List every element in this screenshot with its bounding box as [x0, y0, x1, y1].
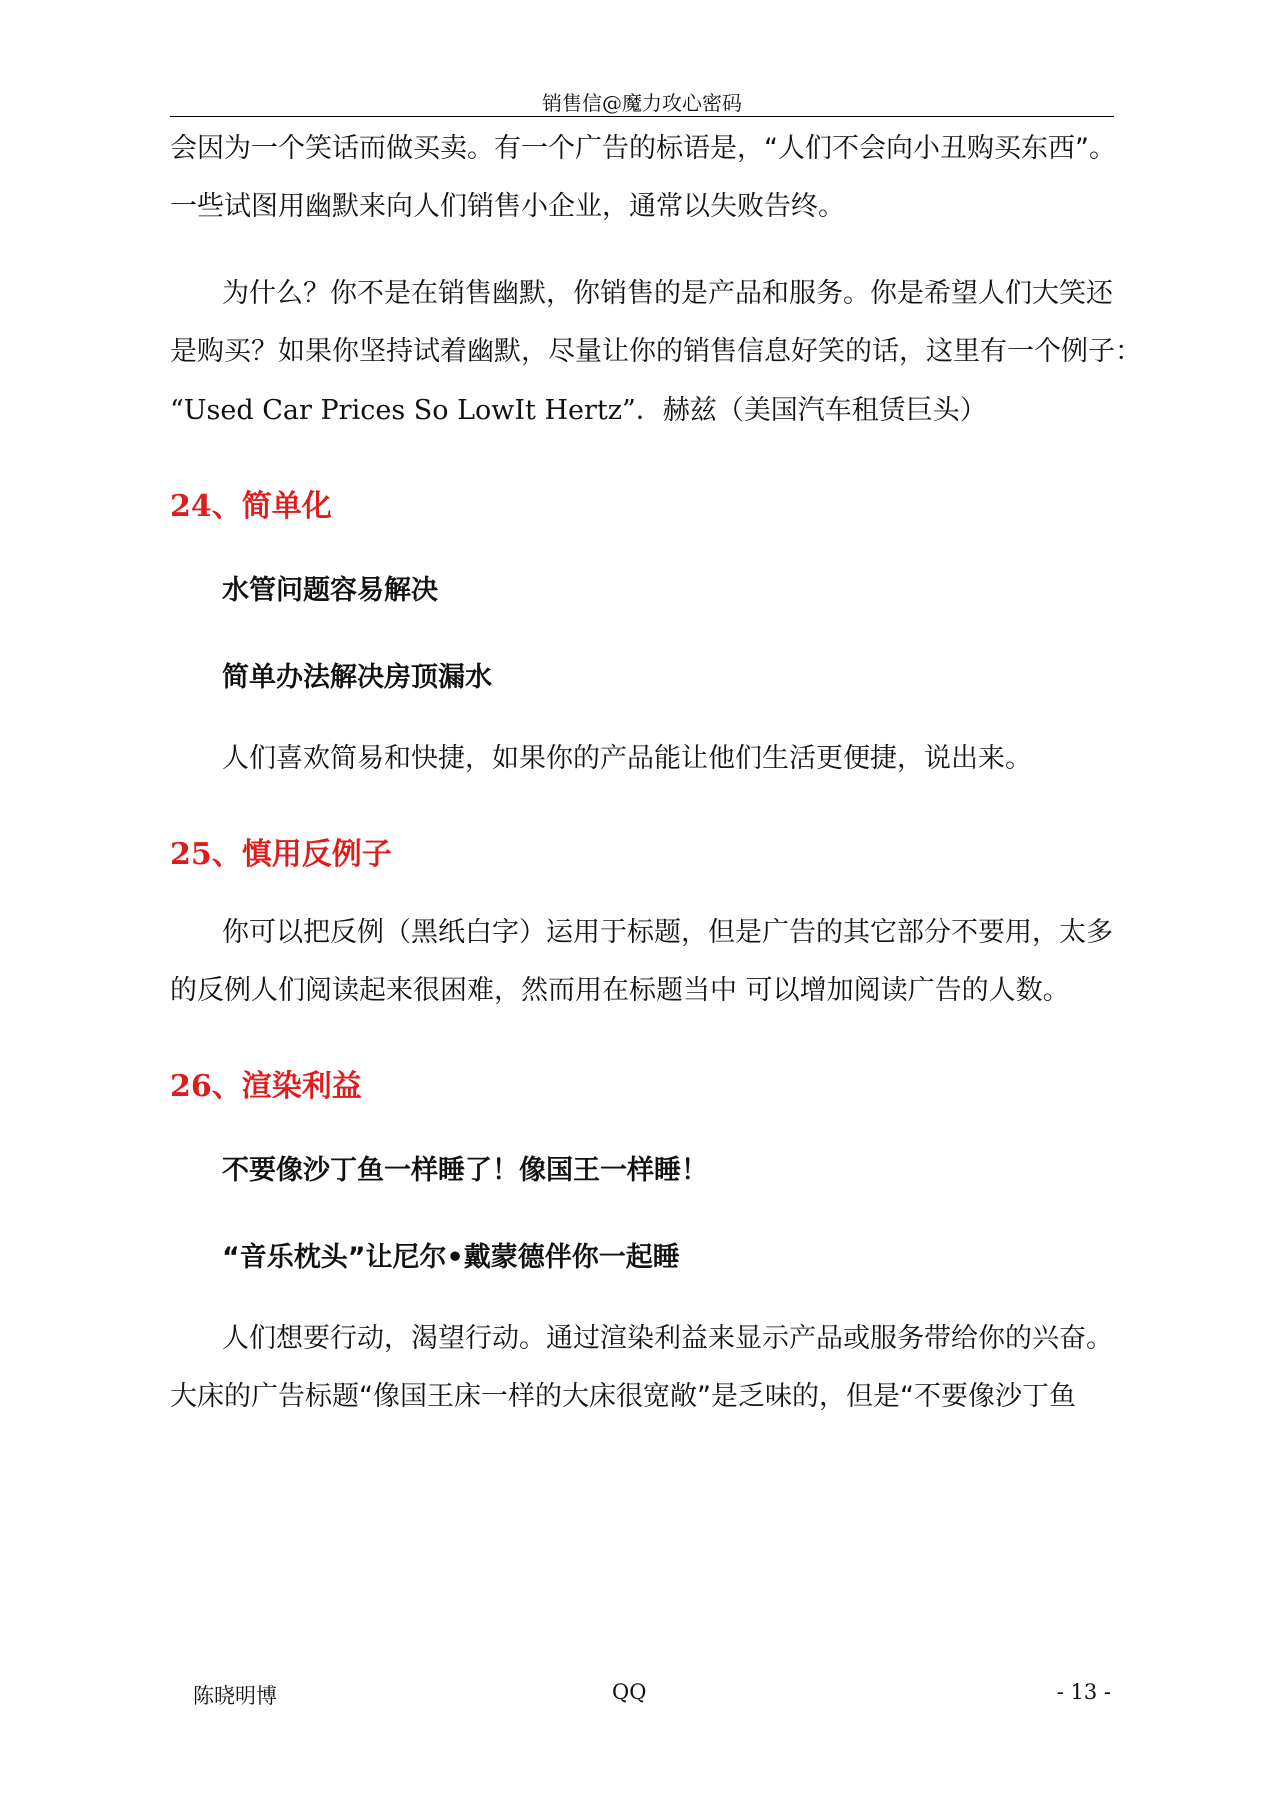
intro-line-1: 会因为一个笑话而做买卖。有一个广告的标语是，“人们不会向小丑购买东西”。 — [170, 133, 1116, 164]
section-25-heading — [170, 829, 392, 873]
section-24-example-1: 水管问题容易解决 — [222, 575, 438, 606]
section-25-number: 25、 — [170, 837, 242, 872]
section-26-example-1: 不要像沙丁鱼一样睡了！像国王一样睡！ — [222, 1155, 708, 1186]
footer-page-number: - 13 - — [1056, 1680, 1111, 1704]
footer-qq: QQ — [612, 1680, 647, 1704]
intro-line-2: 一些试图用幽默来向人们销售小企业，通常以失败告终。 — [170, 191, 845, 222]
section-26-line-1: 人们想要行动，渴望行动。通过渲染利益来显示产品或服务带给你的兴奋。 — [222, 1323, 1113, 1354]
hertz-attribution: 赫兹（美国汽车租赁巨头） — [662, 395, 987, 426]
section-25-line-2: 的反例人们阅读起来很困难，然而用在标题当中 可以增加阅读广告的人数。 — [170, 975, 1070, 1006]
section-26-heading — [170, 1061, 362, 1105]
why-line-2: 是购买？如果你坚持试着幽默，尽量让你的销售信息好笑的话，这里有一个例子： — [170, 336, 1142, 367]
section-24-example-2: 简单办法解决房顶漏水 — [222, 662, 492, 693]
section-26-example-2: “音乐枕头”让尼尔•戴蒙德伴你一起睡 — [222, 1242, 680, 1273]
section-25-title: 慎用反例子 — [241, 837, 392, 872]
section-26-number: 26、 — [170, 1069, 242, 1104]
why-line-1: 为什么？你不是在销售幽默，你销售的是产品和服务。你是希望人们大笑还 — [222, 278, 1113, 309]
section-24-heading — [170, 481, 332, 525]
section-24-title: 简单化 — [241, 489, 332, 524]
section-24-number: 24、 — [170, 489, 242, 524]
why-line-3 — [170, 394, 987, 428]
section-24-text: 人们喜欢简易和快捷，如果你的产品能让他们生活更便捷，说出来。 — [222, 743, 1032, 774]
header-title: 销售信@魔力攻心密码 — [542, 91, 742, 115]
page-header — [170, 88, 1114, 120]
hertz-slogan: “Used Car Prices So LowIt Hertz”． — [170, 395, 663, 426]
header-rule — [170, 116, 1114, 117]
section-25-line-1: 你可以把反例（黑纸白字）运用于标题，但是广告的其它部分不要用，太多 — [222, 917, 1113, 948]
section-26-line-2: 大床的广告标题“像国王床一样的大床很宽敞”是乏味的，但是“不要像沙丁鱼 — [170, 1381, 1076, 1412]
section-26-title: 渲染利益 — [241, 1069, 362, 1104]
footer-author: 陈晓明博 — [193, 1684, 277, 1708]
